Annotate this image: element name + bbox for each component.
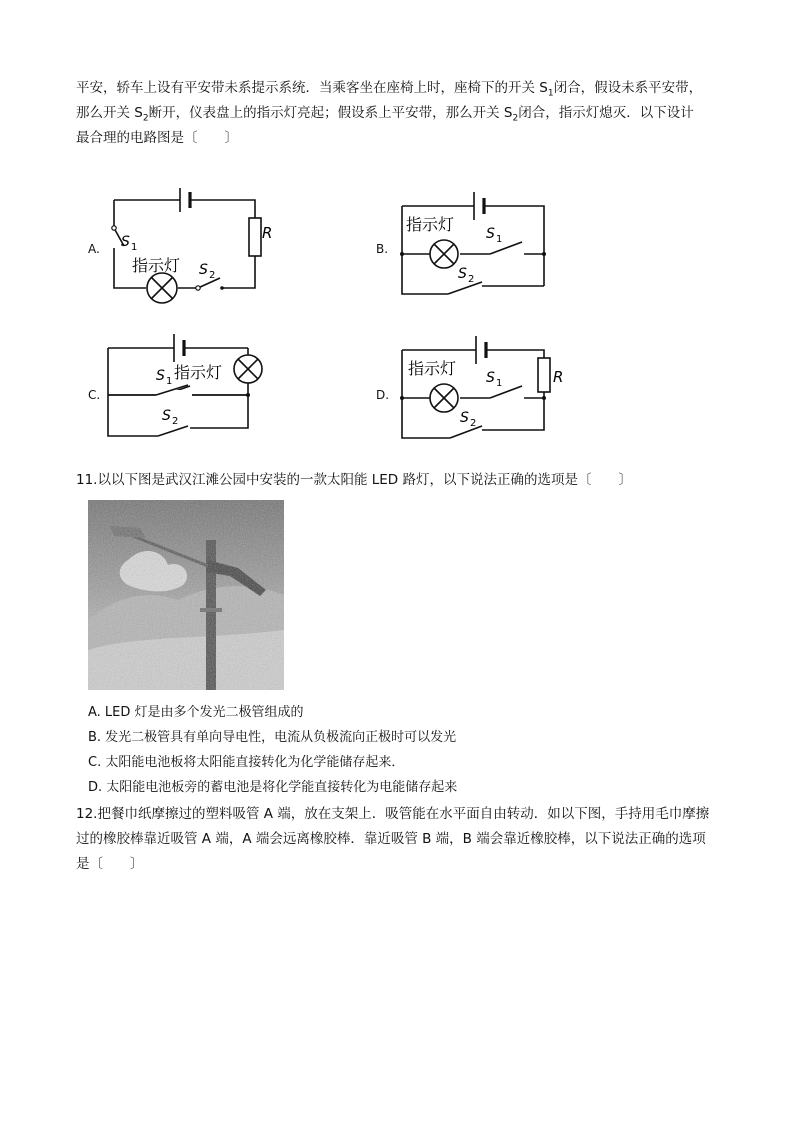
q11-option-a: A. LED 灯是由多个发光二极管组成的: [88, 705, 304, 720]
svg-text:1: 1: [496, 234, 503, 245]
s1-label-a: S: [121, 234, 130, 250]
option-d-label: D.: [376, 388, 390, 402]
switch-s2-c: [158, 426, 188, 436]
svg-text:2: 2: [172, 416, 179, 427]
q10-line-3: 最合理的电路图是〔 〕: [76, 130, 238, 146]
s1-label-c: S: [156, 368, 165, 384]
q12-line-3: 是〔 〕: [76, 856, 144, 872]
switch-s1-b: [490, 242, 522, 254]
q10-line-2: 那么开关 $S_2$断开，仪表盘上的指示灯亮起；假设系上平安带，那么开关 $S_2$闭合，指示灯熄灭．以下设计: [76, 105, 694, 124]
lamp-label-c: 指示灯: [174, 363, 223, 382]
svg-text:1: 1: [166, 376, 173, 387]
resistor-label-a: R: [262, 224, 273, 242]
s1-label-b: S: [486, 226, 495, 242]
q12-line-2: 过的橡胶棒靠近吸管 A 端，A 端会远离橡胶棒．靠近吸管 B 端，B 端会靠近橡胶棒，以下说法正确的选项: [76, 831, 706, 847]
solar-led-streetlight-photo: [88, 500, 284, 690]
s2-label-a: S: [199, 262, 208, 278]
s2-label-b: S: [458, 266, 467, 282]
option-a-label: A.: [88, 242, 100, 256]
switch-s2-d: [450, 426, 482, 438]
svg-text:2: 2: [209, 270, 216, 281]
svg-text:1: 1: [496, 378, 503, 389]
s2-label-d: S: [460, 410, 469, 426]
circuit-b: [390, 180, 560, 305]
lamp-label-b: 指示灯: [406, 215, 455, 234]
q12-line-1: 12.把餐巾纸摩擦过的塑料吸管 A 端，放在支架上．吸管能在水平面自由转动．如以下图，手持用毛巾摩擦: [76, 806, 710, 822]
switch-s2-b: [448, 282, 482, 294]
lamp-label-d: 指示灯: [408, 359, 457, 378]
q11-option-c: C. 太阳能电池板将太阳能直接转化为化学能储存起来．: [88, 755, 405, 770]
s2-label-c: S: [162, 408, 171, 424]
svg-text:2: 2: [468, 274, 475, 285]
q11-question: 11.以以下图是武汉江滩公园中安装的一款太阳能 LED 路灯，以下说法正确的选项是〔 〕: [76, 472, 632, 488]
s1-label-d: S: [486, 370, 495, 386]
circuit-a: [100, 178, 280, 308]
option-c-label: C.: [88, 388, 101, 402]
q11-option-b: B. 发光二极管具有单向导电性，电流从负极流向正极时可以发光: [88, 730, 457, 745]
q10-line-1: 平安，轿车上设有平安带未系提示系统．当乘客坐在座椅上时，座椅下的开关 $S_1$闭合，假设未系平安带，: [76, 80, 703, 99]
resistor-label-d: R: [553, 368, 564, 386]
switch-s1-d: [490, 386, 522, 398]
lamp-label-a: 指示灯: [132, 256, 181, 275]
option-b-label: B.: [376, 242, 389, 256]
circuit-c: [98, 328, 268, 446]
circuit-d: [390, 330, 570, 448]
svg-text:1: 1: [131, 242, 138, 253]
svg-text:2: 2: [470, 418, 477, 429]
q11-option-d: D. 太阳能电池板旁的蓄电池是将化学能直接转化为电能储存起来: [88, 780, 458, 795]
